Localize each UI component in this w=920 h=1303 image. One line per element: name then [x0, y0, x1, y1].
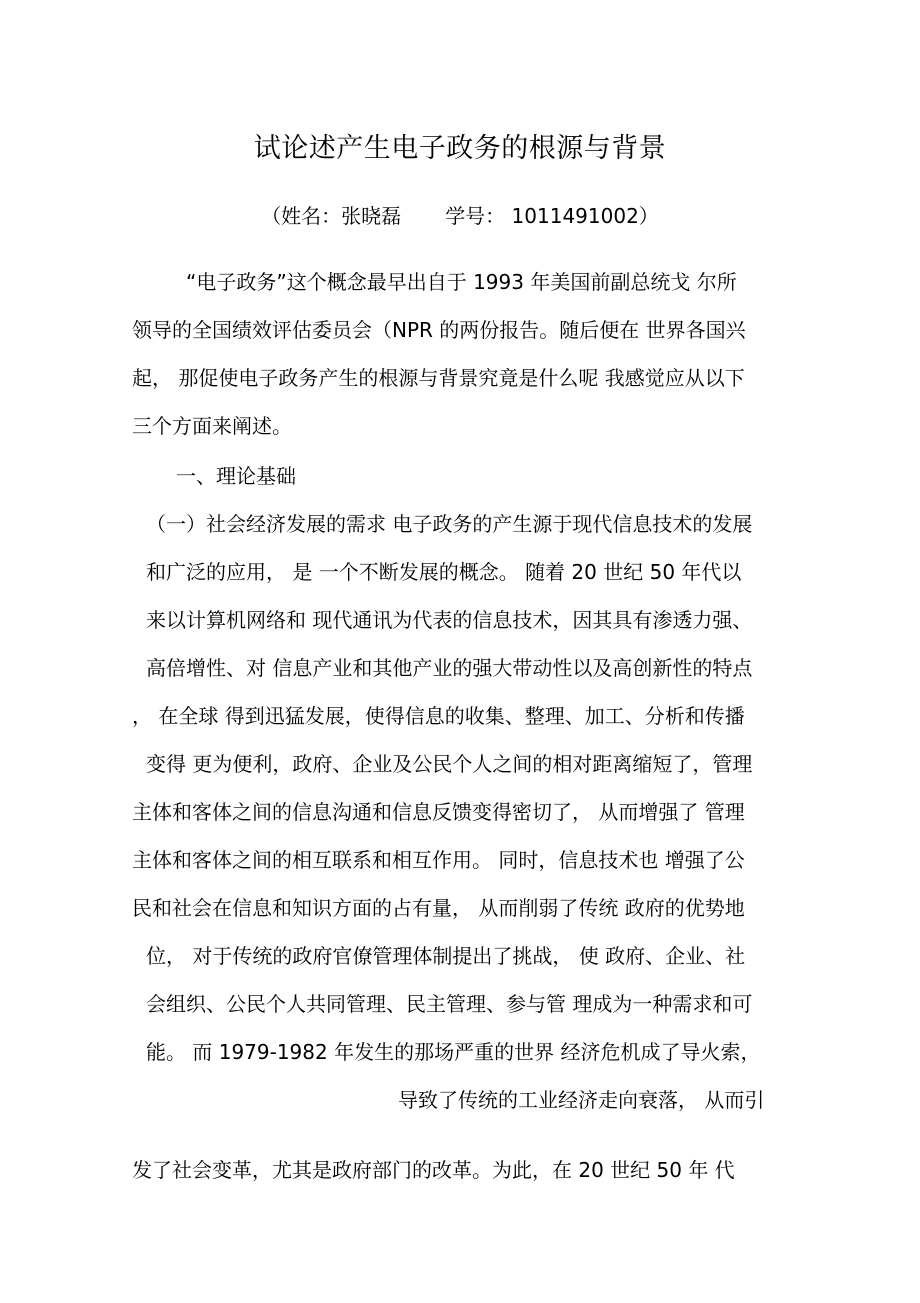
paragraph-line: 会组织、公民个人共同管理、民主管理、参与管 理成为一种需求和可 [146, 992, 753, 1016]
paragraph-line: ， 在全球 得到迅猛发展，使得信息的收集、整理、加工、分析和传播 [132, 704, 745, 728]
paragraph-line: 主体和客体之间的信息沟通和信息反馈变得密切了， 从而增强了 管理 [132, 800, 745, 824]
paragraph-line: 主体和客体之间的相互联系和相互作用。 同时，信息技术也 增强了公 [132, 848, 745, 872]
paragraph-line: 领导的全国绩效评估委员会（NPR 的两份报告。随后便在 世界各国兴 [132, 318, 746, 342]
paragraph-line: 民和社会在信息和知识方面的占有量， 从而削弱了传统 政府的优势地 [132, 896, 745, 920]
paragraph-line: 来以计算机网络和 现代通讯为代表的信息技术，因其具有渗透力强、 [146, 608, 753, 632]
paragraph-line: 变得 更为便利，政府、企业及公民个人之间的相对距离缩短了，管理 [146, 752, 753, 776]
section-heading: 一、理论基础 [176, 464, 296, 488]
paragraph-line: 能。 而 1979-1982 年发生的那场严重的世界 经济危机成了导火索， [146, 1040, 761, 1064]
paragraph-line: 发了社会变革，尤其是政府部门的改革。为此，在 20 世纪 50 年 代 [132, 1158, 735, 1182]
paragraph-line: 三个方面来阐述。 [132, 414, 292, 438]
paragraph-line: 位， 对于传统的政府官僚管理体制提出了挑战， 使 政府、企业、社 [146, 944, 746, 968]
paragraph-line: 导致了传统的工业经济走向衰落， 从而引 [398, 1088, 765, 1112]
author-name: （姓名：张晓磊 [261, 204, 402, 228]
paragraph-line: 和广泛的应用， 是 一个不断发展的概念。 随着 20 世纪 50 年代以 [146, 560, 742, 584]
student-id: 学号： 1011491002） [445, 204, 659, 228]
author-line [0, 200, 920, 229]
paragraph-line: 起， 那促使电子政务产生的根源与背景究竟是什么呢 我感觉应从以下 [132, 366, 745, 390]
paragraph-line: 高倍增性、对 信息产业和其他产业的强大带动性以及高创新性的特点 [146, 656, 753, 680]
paragraph-line: （一）社会经济发展的需求 电子政务的产生源于现代信息技术的发展 [146, 512, 753, 536]
paragraph-line: “电子政务”这个概念最早出自于 1993 年美国前副总统戈 尔所 [186, 270, 737, 294]
document-title: 试论述产生电子政务的根源与背景 [253, 133, 667, 164]
